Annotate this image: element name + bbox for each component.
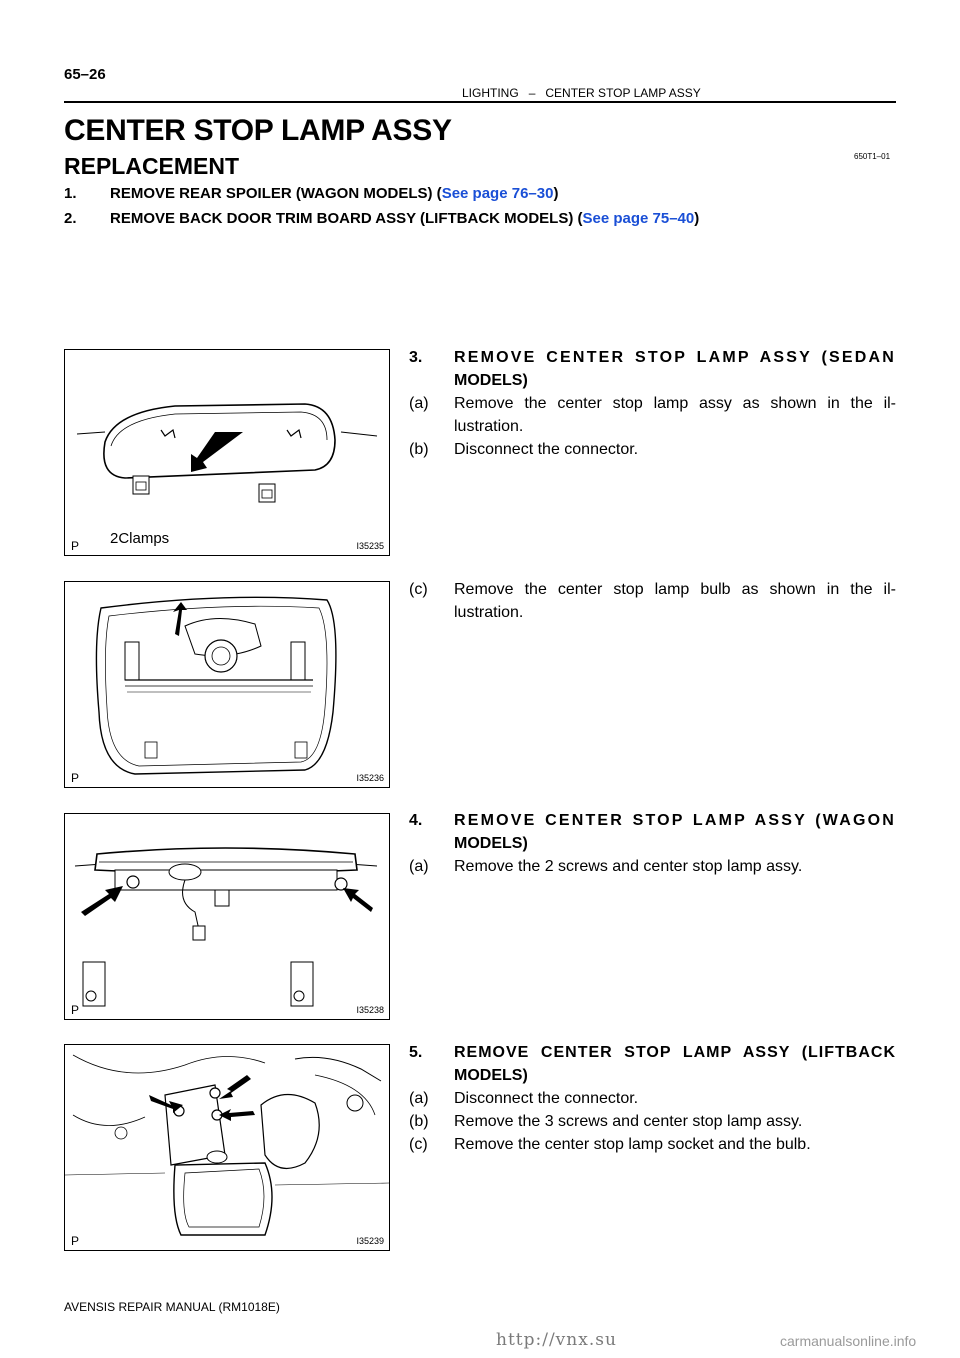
watermark-site: carmanualsonline.info bbox=[780, 1333, 917, 1349]
header-section: LIGHTING bbox=[462, 86, 519, 100]
figure-id: I35235 bbox=[356, 541, 384, 551]
sedan-bulb-illustration bbox=[65, 582, 389, 787]
step-1 bbox=[64, 185, 896, 205]
step-3a-text-cont: lustration. bbox=[454, 418, 524, 435]
figure-corner-mark: P bbox=[71, 539, 80, 553]
step-1-close: ) bbox=[553, 185, 559, 202]
step-4-heading-cont: MODELS) bbox=[454, 835, 528, 852]
step-4a-mark: (a) bbox=[409, 858, 429, 875]
step-4-block bbox=[409, 809, 896, 878]
header-topic: CENTER STOP LAMP ASSY bbox=[545, 86, 701, 100]
step-3-heading-cont: MODELS) bbox=[454, 372, 528, 389]
step-2-link[interactable]: See page 75–40 bbox=[582, 210, 695, 227]
figure-id: I35239 bbox=[356, 1236, 384, 1246]
step-5a-mark: (a) bbox=[409, 1090, 429, 1107]
clamps-label: 2Clamps bbox=[110, 530, 170, 547]
header-rule bbox=[64, 101, 896, 103]
step-3c-mark: (c) bbox=[409, 581, 428, 598]
step-3b-mark: (b) bbox=[409, 441, 429, 458]
liftback-lamp-illustration bbox=[65, 1045, 389, 1250]
step-5-number: 5. bbox=[409, 1044, 423, 1061]
step-2-close: ) bbox=[694, 210, 700, 227]
step-3-block bbox=[409, 346, 896, 461]
sedan-lamp-illustration bbox=[65, 350, 389, 555]
step-3a-text: Remove the center stop lamp assy as shown in the il- bbox=[454, 395, 896, 412]
figure-sedan-lamp bbox=[64, 349, 390, 556]
step-5c-mark: (c) bbox=[409, 1136, 428, 1153]
figure-corner-mark: P bbox=[71, 1234, 80, 1248]
step-5a-text: Disconnect the connector. bbox=[454, 1090, 639, 1107]
figure-corner-mark: P bbox=[71, 1003, 80, 1017]
step-5b-text: Remove the 3 screws and center stop lamp assy. bbox=[454, 1113, 803, 1130]
step-2-text: REMOVE BACK DOOR TRIM BOARD ASSY (LIFTBACK MODELS) ( bbox=[110, 210, 583, 227]
step-5c-text: Remove the center stop lamp socket and the bulb. bbox=[454, 1136, 811, 1153]
step-4-number: 4. bbox=[409, 812, 423, 829]
step-4-heading: REMOVE CENTER STOP LAMP ASSY (WAGON bbox=[454, 812, 896, 829]
figure-sedan-bulb bbox=[64, 581, 390, 788]
step-4a-text: Remove the 2 screws and center stop lamp assy. bbox=[454, 858, 803, 875]
step-3c-text: Remove the center stop lamp bulb as shown in the il- bbox=[454, 581, 896, 598]
step-5b-mark: (b) bbox=[409, 1113, 429, 1130]
page-footer: AVENSIS REPAIR MANUAL (RM1018E) bbox=[64, 1300, 280, 1314]
watermark-link[interactable]: http://vnx.su bbox=[496, 1330, 617, 1350]
step-3-number: 3. bbox=[409, 349, 423, 366]
page-subtitle: REPLACEMENT bbox=[64, 153, 240, 179]
step-5-block bbox=[409, 1041, 896, 1156]
figure-id: I35236 bbox=[356, 773, 384, 783]
figure-id: I35238 bbox=[356, 1005, 384, 1015]
step-2 bbox=[64, 210, 896, 230]
step-5-heading-cont: MODELS) bbox=[454, 1067, 528, 1084]
page-title: CENTER STOP LAMP ASSY bbox=[64, 114, 452, 147]
page-number: 65–26 bbox=[64, 66, 106, 83]
figure-liftback-lamp bbox=[64, 1044, 390, 1251]
figure-corner-mark: P bbox=[71, 771, 80, 785]
doc-code: 650T1–01 bbox=[854, 152, 891, 161]
step-1-text: REMOVE REAR SPOILER (WAGON MODELS) ( bbox=[110, 185, 442, 202]
wagon-lamp-illustration bbox=[65, 814, 389, 1019]
step-3c-text-cont: lustration. bbox=[454, 604, 524, 621]
step-1-link[interactable]: See page 76–30 bbox=[441, 185, 554, 202]
step-3-heading: REMOVE CENTER STOP LAMP ASSY (SEDAN bbox=[454, 349, 896, 366]
header-separator: – bbox=[528, 86, 536, 100]
step-1-number: 1. bbox=[64, 185, 77, 202]
running-header bbox=[64, 86, 896, 102]
step-3c-block bbox=[409, 578, 896, 624]
step-2-number: 2. bbox=[64, 210, 77, 227]
figure-wagon-lamp bbox=[64, 813, 390, 1020]
step-3b-text: Disconnect the connector. bbox=[454, 441, 639, 458]
step-5-heading: REMOVE CENTER STOP LAMP ASSY (LIFTBACK bbox=[454, 1044, 896, 1061]
step-3a-mark: (a) bbox=[409, 395, 429, 412]
